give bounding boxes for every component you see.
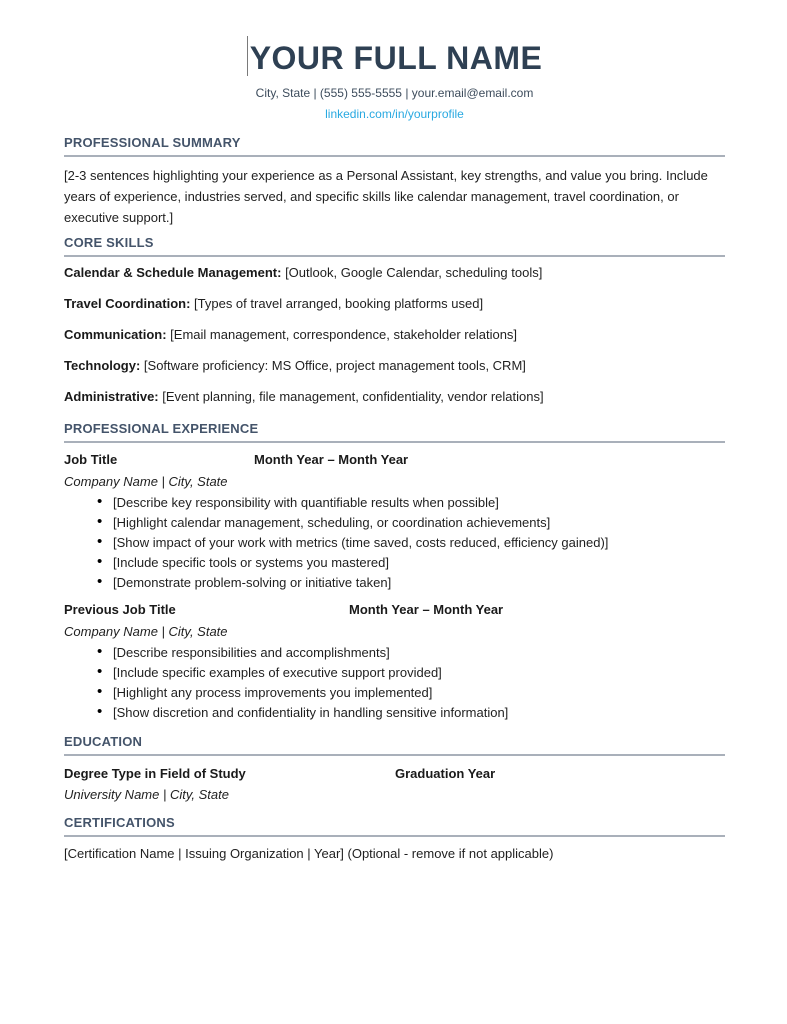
linkedin-line	[64, 107, 725, 121]
skill-label: Administrative:	[64, 389, 159, 404]
skill-label: Calendar & Schedule Management:	[64, 265, 282, 280]
experience-entry	[64, 602, 725, 720]
company-line: Company Name | City, State	[64, 474, 228, 489]
linkedin-link[interactable]: linkedin.com/in/yourprofile	[325, 107, 464, 121]
section-title-professional-experience: PROFESSIONAL EXPERIENCE	[64, 421, 725, 443]
section-title-education: EDUCATION	[64, 734, 725, 756]
section-title-professional-summary: PROFESSIONAL SUMMARY	[64, 135, 725, 157]
university-line: University Name | City, State	[64, 787, 229, 802]
full-name-text: YOUR FULL NAME	[249, 40, 543, 76]
job-dates: Month Year – Month Year	[254, 452, 409, 467]
job-bullet: • [Highlight any process improvements you implemented]	[64, 686, 725, 700]
skill-label: Communication:	[64, 327, 167, 342]
skill-value: [Software proficiency: MS Office, project management tools, CRM]	[140, 358, 526, 373]
company-line: Company Name | City, State	[64, 624, 228, 639]
skill-value: [Event planning, file management, confidentiality, vendor relations]	[158, 389, 544, 404]
job-bullet-list	[64, 496, 725, 590]
full-name-heading	[247, 36, 543, 77]
contact-info-line: City, State | (555) 555-5555 | your.email@email.com	[255, 86, 534, 100]
text-cursor	[247, 36, 248, 76]
skill-line	[64, 297, 725, 319]
skill-line	[64, 266, 725, 288]
job-bullet-list	[64, 646, 725, 720]
job-bullet: • [Demonstrate problem-solving or initiative taken]	[64, 576, 725, 590]
skill-line	[64, 390, 725, 412]
skill-line	[64, 359, 725, 381]
skill-label: Technology:	[64, 358, 141, 373]
skill-line	[64, 328, 725, 350]
section-title-certifications: CERTIFICATIONS	[64, 815, 725, 837]
summary-paragraph: [2-3 sentences highlighting your experience as a Personal Assistant, key strengths, and value you bring. Include years of experience, industries served, and specific skills like calendar management, travel coordination, or executive support.]	[64, 168, 708, 225]
job-bullet: • [Describe key responsibility with quantifiable results when possible]	[64, 496, 725, 510]
graduation-year: Graduation Year	[395, 766, 496, 781]
education-degree-row	[64, 766, 725, 781]
job-title-row	[64, 602, 725, 617]
job-title-row	[64, 452, 725, 467]
skill-label: Travel Coordination:	[64, 296, 191, 311]
experience-entry	[64, 452, 725, 590]
core-skills-list	[64, 266, 725, 412]
job-title: Previous Job Title	[64, 602, 176, 617]
certification-line: [Certification Name | Issuing Organization | Year] (Optional - remove if not applicable)	[64, 846, 554, 861]
job-title: Job Title	[64, 452, 118, 467]
job-dates: Month Year – Month Year	[349, 602, 504, 617]
skill-value: [Email management, correspondence, stakeholder relations]	[166, 327, 518, 342]
section-title-core-skills: CORE SKILLS	[64, 235, 725, 257]
job-bullet: • [Show impact of your work with metrics (time saved, costs reduced, efficiency gained)]	[64, 536, 725, 550]
skill-value: [Types of travel arranged, booking platforms used]	[190, 296, 484, 311]
resume-header	[64, 36, 725, 121]
job-bullet: • [Include specific examples of executive support provided]	[64, 666, 725, 680]
degree-title: Degree Type in Field of Study	[64, 766, 246, 781]
job-bullet: • [Include specific tools or systems you mastered]	[64, 556, 725, 570]
job-bullet: • [Highlight calendar management, scheduling, or coordination achievements]	[64, 516, 725, 530]
job-bullet: • [Show discretion and confidentiality in handling sensitive information]	[64, 706, 725, 720]
job-bullet: • [Describe responsibilities and accomplishments]	[64, 646, 725, 660]
skill-value: [Outlook, Google Calendar, scheduling tools]	[281, 265, 543, 280]
